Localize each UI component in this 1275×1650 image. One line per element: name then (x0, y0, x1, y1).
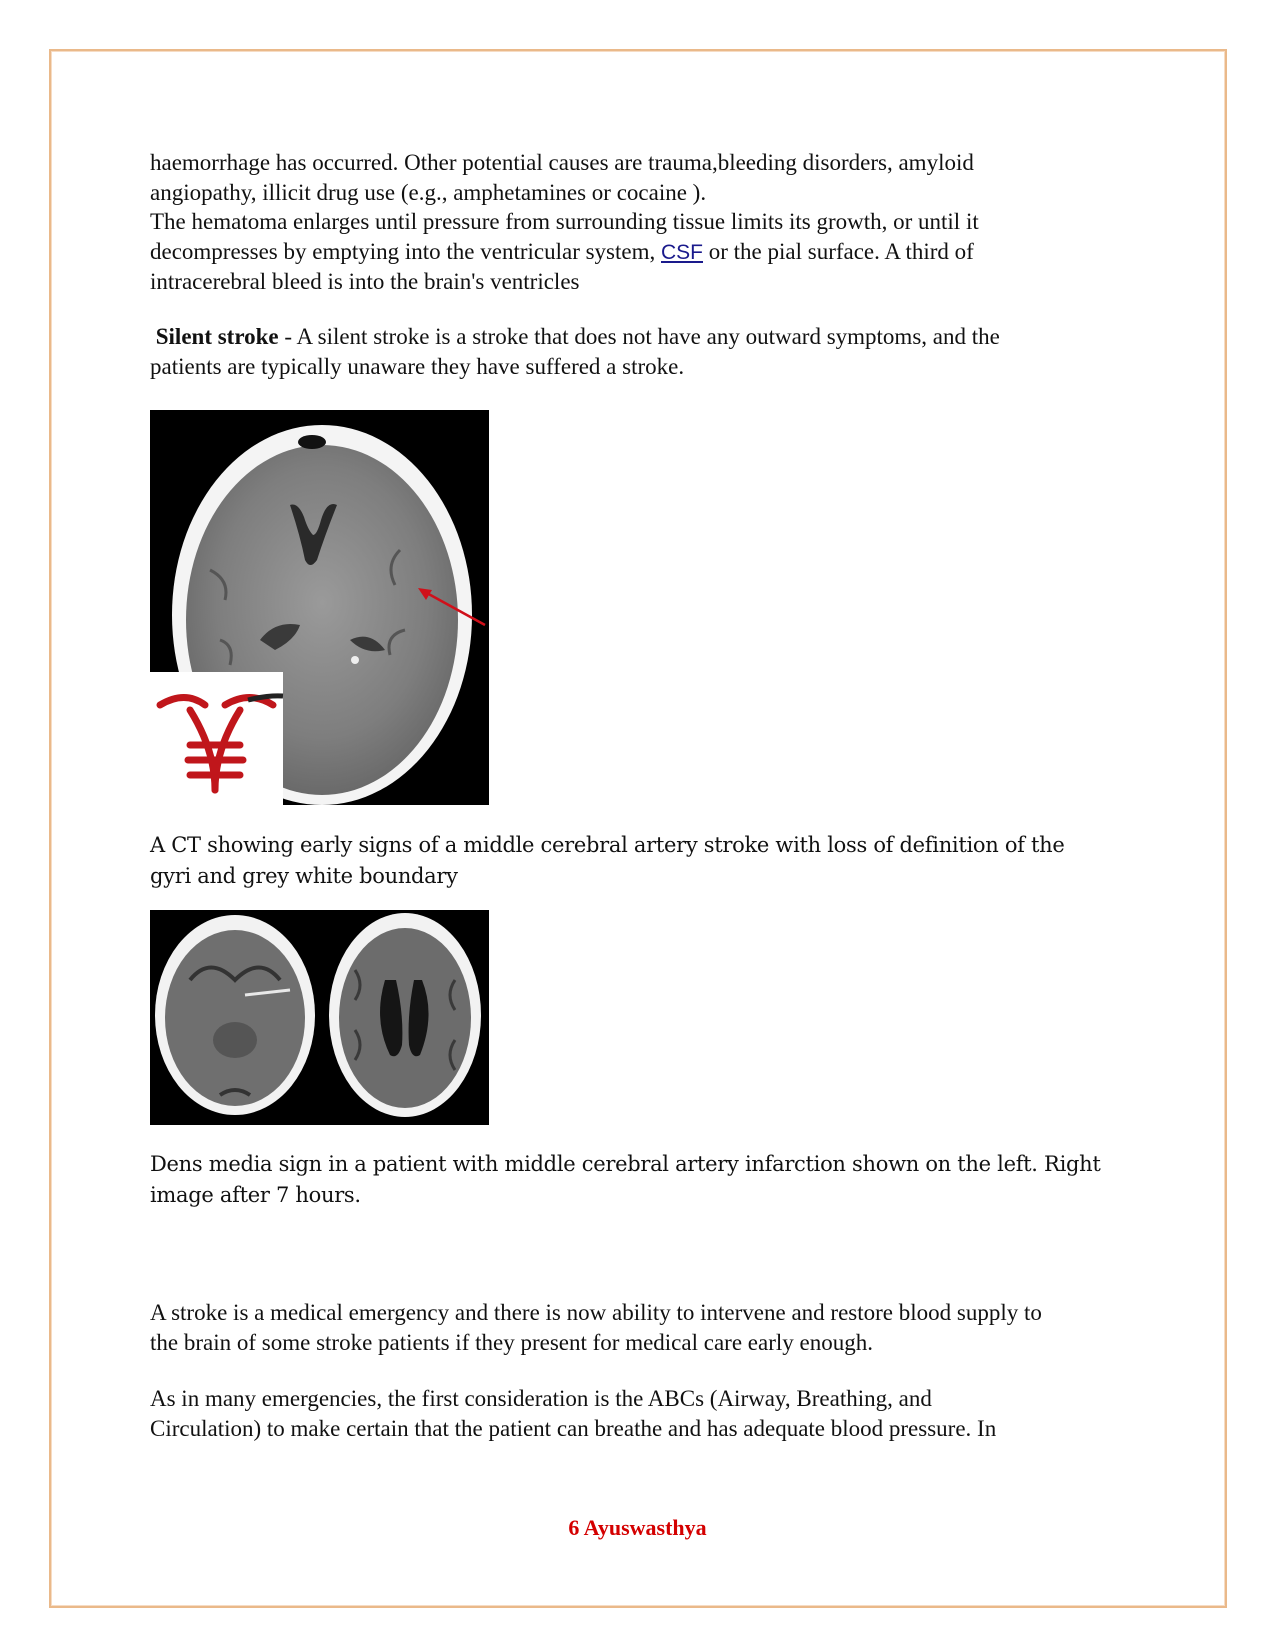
paragraph-emergency (150, 1298, 1140, 1357)
text-segment: - A silent stroke is a stroke that does not have any outward symptoms, and the (278, 324, 1000, 349)
text-segment: decompresses by emptying into the ventricular system, (150, 238, 661, 264)
text-line: haemorrhage has occurred. Other potential causes are trauma,bleeding disorders, amyloid (150, 150, 974, 175)
text-line: the brain of some stroke patients if they present for medical care early enough. (150, 1329, 873, 1355)
ct-scan-drawing (150, 410, 489, 805)
dens-media-ct-image (150, 910, 489, 1125)
ct-scan-image (150, 410, 489, 805)
caption-line: A CT showing early signs of a middle cerebral artery stroke with loss of definition of the (150, 833, 1065, 857)
paragraph-abc (150, 1384, 1140, 1443)
text-line: patients are typically unaware they have suffered a stroke. (150, 353, 685, 379)
text-line: The hematoma enlarges until pressure from surrounding tissue limits its growth, or until it (150, 209, 979, 234)
text-line: As in many emergencies, the first consideration is the ABCs (Airway, Breathing, and (150, 1386, 932, 1411)
text-line: intracerebral bleed is into the brain's ventricles (150, 269, 580, 294)
text-line: angiopathy, illicit drug use (e.g., amphetamines or cocaine ). (150, 179, 707, 205)
csf-link[interactable]: CSF (661, 240, 703, 264)
paragraph-hemorrhage (150, 148, 1140, 297)
caption-line: gyri and grey white boundary (150, 864, 458, 888)
figure2-caption (150, 1149, 1140, 1211)
caption-line: Dens media sign in a patient with middle cerebral artery infarction shown on the left. Right (150, 1152, 1101, 1176)
text-line (150, 322, 1140, 352)
caption-line: image after 7 hours. (150, 1183, 361, 1207)
text-line (150, 237, 1140, 268)
figure1-caption (150, 830, 1140, 892)
paragraph-silent-stroke (150, 322, 1140, 381)
text-line: A stroke is a medical emergency and there is now ability to intervene and restore blood supply to (150, 1300, 1042, 1325)
dens-media-drawing (150, 910, 489, 1125)
page-footer: 6 Ayuswasthya (568, 1515, 707, 1540)
text-line: Circulation) to make certain that the patient can breathe and has adequate blood pressure. In (150, 1415, 997, 1441)
silent-stroke-term: Silent stroke (155, 324, 279, 349)
text-segment: or the pial surface. A third of (703, 238, 974, 264)
